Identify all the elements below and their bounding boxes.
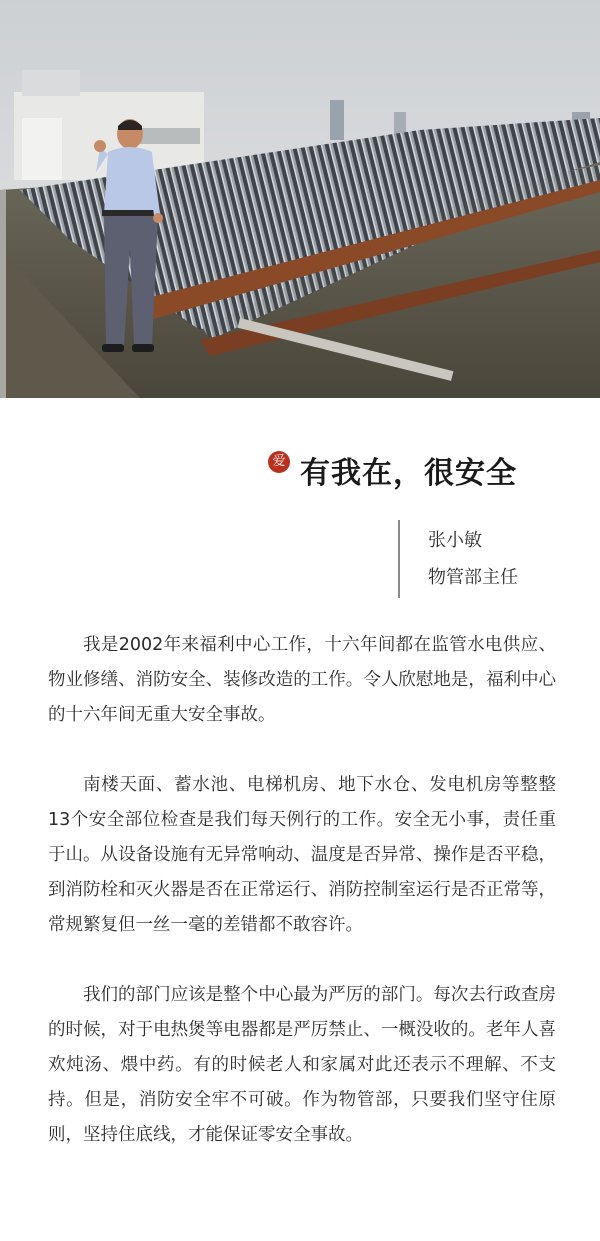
paragraph-3: 我们的部门应该是整个中心最为严厉的部门。每次去行政查房的时候，对于电热煲等电器都是严厉禁止、一概没收的。老年人喜欢炖汤、煨中药。有的时候老人和家属对此还表示不理解、不支持。但是，消防安全牢不可破。作为物管部，只要我们坚守住原则，坚持住底线，才能保证零安全事故。 — [48, 985, 556, 1145]
seal-icon: 爱 — [268, 451, 290, 473]
paragraph-1: 我是2002年来福利中心工作，十六年间都在监管水电供应、物业修缮、消防安全、装修改造的工作。令人欣慰地是，福利中心的十六年间无重大安全事故。 — [48, 635, 556, 725]
article-body — [48, 628, 556, 1188]
byline-divider — [398, 520, 400, 598]
author-name: 张小敏 — [428, 530, 482, 551]
article-title: 有我在，很安全 — [300, 456, 517, 491]
article-heading — [268, 442, 517, 498]
paragraph-2: 南楼天面、蓄水池、电梯机房、地下水仓、发电机房等整整13个安全部位检查是我们每天例行的工作。安全无小事，责任重于山。从设备设施有无异常响动、温度是否异常、操作是否平稳，到消防栓和灭火器是否在正常运行、消防控制室运行是否正常等，常规繁复但一丝一毫的差错都不敢容许。 — [48, 775, 556, 935]
header-photo — [0, 0, 600, 398]
author-role: 物管部主任 — [428, 567, 518, 588]
